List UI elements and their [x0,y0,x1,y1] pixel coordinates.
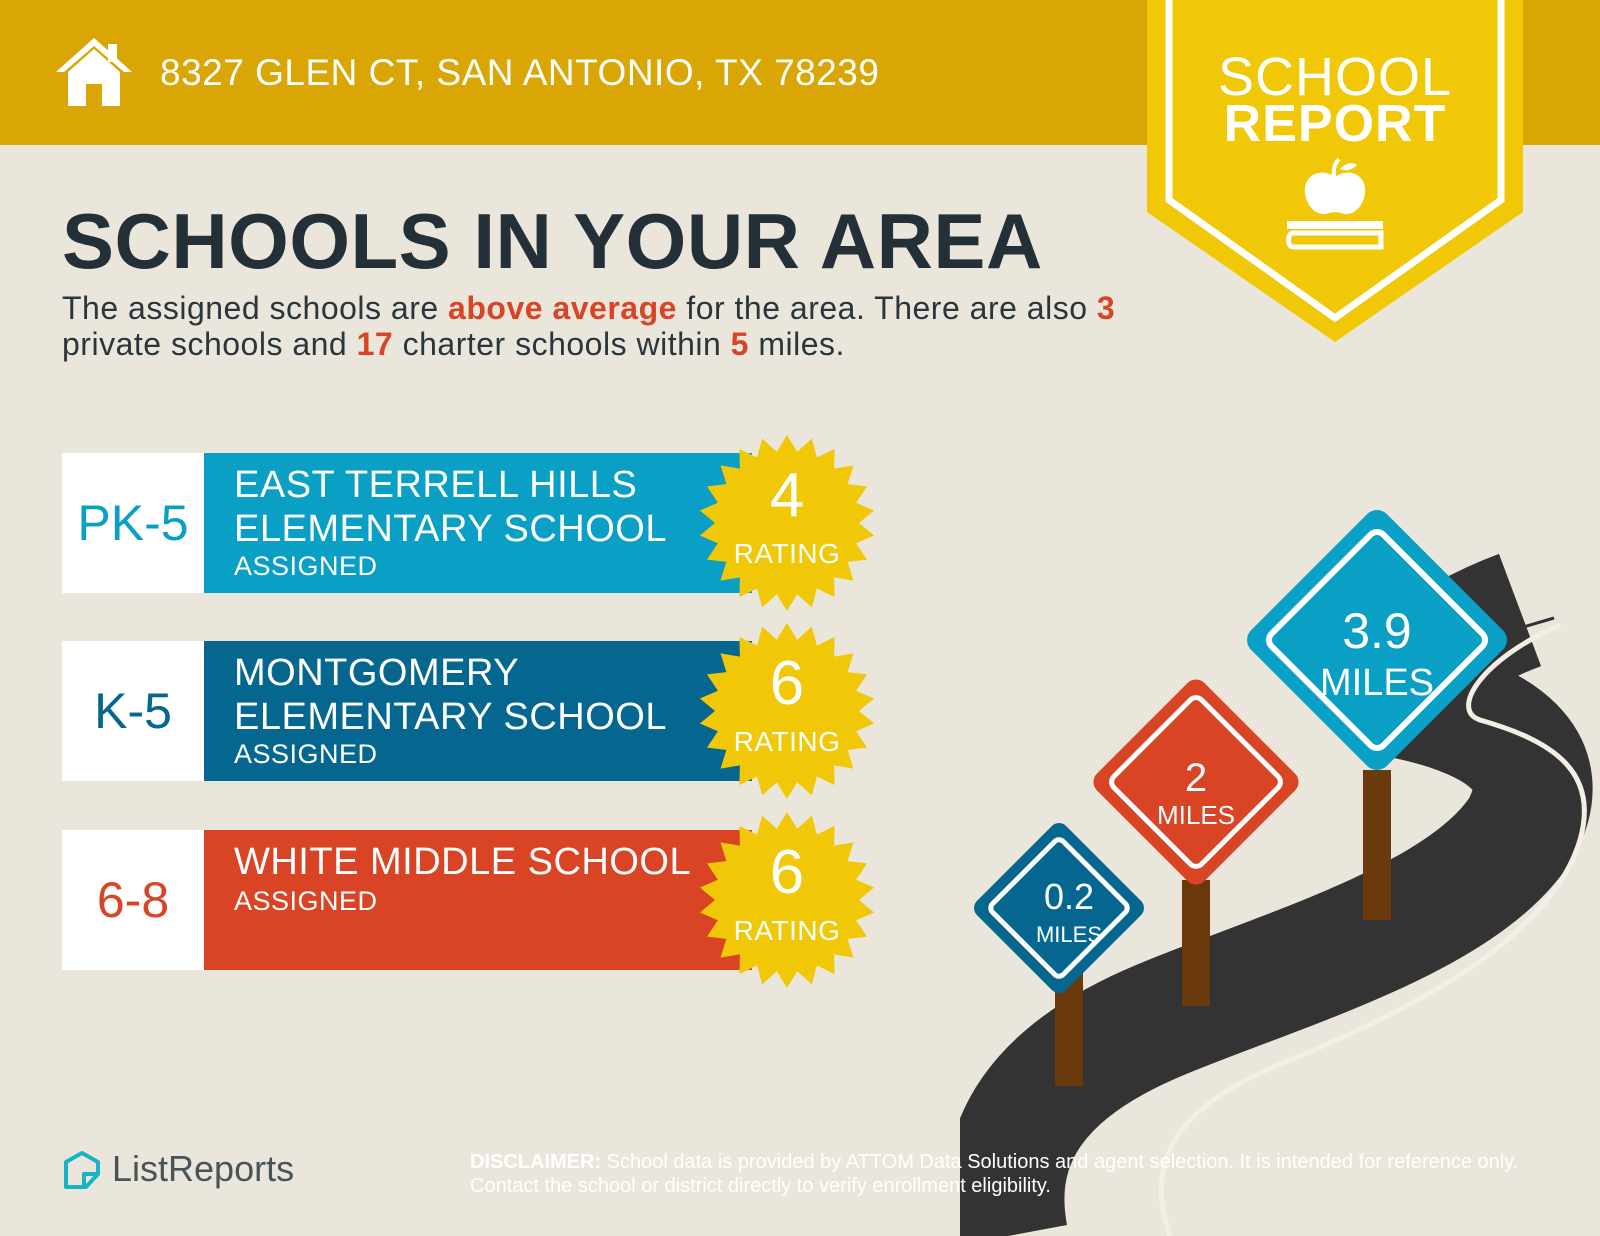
intro-text: charter schools within [393,326,731,362]
rating-label: RATING [733,915,841,946]
sign-distance-value: 2 [1184,756,1208,800]
rating-value: 4 [769,461,805,530]
sign-distance-unit: MILES [1156,800,1236,830]
school-info [204,641,752,781]
radius-miles: 5 [730,326,749,362]
rating-label: RATING [733,538,841,569]
listreports-logo[interactable] [62,1148,362,1192]
rating-badge [696,432,878,614]
school-info [204,453,752,593]
school-row [62,641,752,781]
charter-count: 17 [356,326,394,362]
grade-range: 6-8 [62,830,204,970]
sign-post [1182,880,1210,1006]
grade-range: PK-5 [62,453,204,593]
disclaimer-label: DISCLAIMER: [470,1151,602,1173]
house-icon [54,36,134,108]
school-status: ASSIGNED [234,739,378,769]
school-info [204,830,752,970]
logo-wordmark: ListReports [112,1148,295,1189]
rating-badge [696,620,878,802]
rating-label: RATING [733,726,841,757]
school-name-line1: MONTGOMERY [234,652,520,694]
listreports-logo-icon [62,1150,102,1190]
private-count: 3 [1096,290,1116,326]
school-name-line1: WHITE MIDDLE SCHOOL [234,841,692,883]
badge-title-line2: REPORT [1223,95,1447,153]
quality-highlight: above average [448,290,677,326]
property-address: 8327 GLEN CT, SAN ANTONIO, TX 78239 [160,52,880,93]
sign-distance-value: 3.9 [1342,603,1412,659]
school-row [62,453,752,593]
grade-range: K-5 [62,641,204,781]
apple-on-book-icon [1283,155,1387,251]
badge-title-line1: SCHOOL [1217,47,1453,107]
sign-distance-value: 0.2 [1043,876,1095,917]
disclaimer-text: School data is provided by ATTOM Data Solutions and agent selection. It is intended for reference only. Contact the school or district directly to verify enrollment eligibility. [470,1151,1519,1197]
school-name-line2: ELEMENTARY SCHOOL [234,696,667,738]
school-status: ASSIGNED [234,551,378,581]
sign-distance-unit: MILES [1035,922,1103,947]
school-name-line1: EAST TERRELL HILLS [234,464,638,506]
intro-text: miles. [748,326,845,362]
school-status: ASSIGNED [234,886,378,916]
rating-value: 6 [769,838,805,907]
intro-text: The assigned schools are [62,290,449,326]
road-illustration [960,500,1600,1236]
intro-text: private schools and [62,326,357,362]
intro-paragraph [62,290,1122,362]
school-row [62,830,752,970]
sign-post [1363,770,1391,920]
rating-badge [696,809,878,991]
page-title: SCHOOLS IN YOUR AREA [62,197,1043,285]
sign-distance-unit: MILES [1319,662,1435,704]
disclaimer [470,1150,1520,1198]
rating-value: 6 [769,649,805,718]
school-name-line2: ELEMENTARY SCHOOL [234,508,667,550]
intro-text: for the area. There are also [676,290,1097,326]
